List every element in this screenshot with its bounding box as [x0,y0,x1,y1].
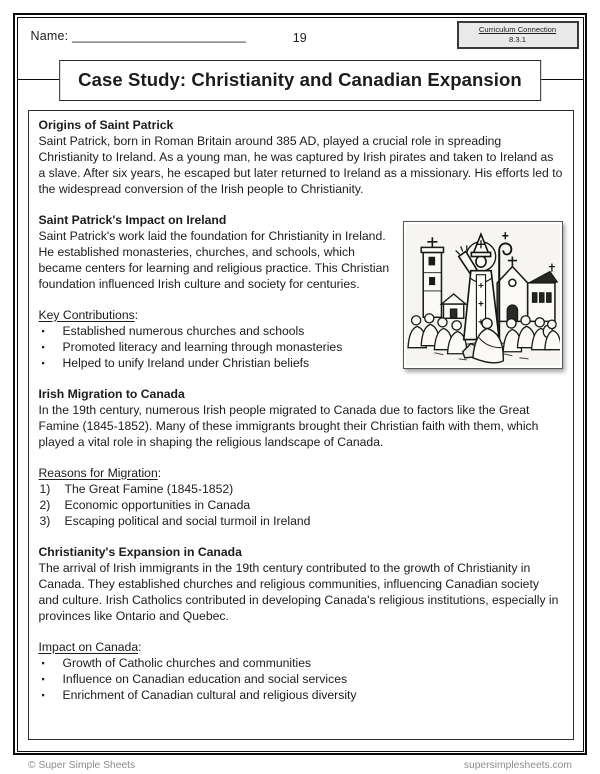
list-item: ▪ Enrichment of Canadian cultural and religious diversity [39,687,563,703]
section-heading: Christianity's Expansion in Canada [38,544,242,559]
number-marker: 1) [39,481,51,496]
section-reasons [39,465,563,529]
name-row [31,29,246,43]
section-impact-ireland [39,212,563,292]
list-item: ▪ Influence on Canadian education and social services [39,671,563,687]
curriculum-connection-code: 8.3.1 [509,34,526,44]
section-migration [39,386,563,450]
bullet-icon: ▪ [41,341,45,352]
website-text: supersimplesheets.com [463,760,572,771]
list-item: 3) Escaping political and social turmoil in Ireland [39,513,311,528]
bullet-icon: ▪ [41,689,45,700]
saint-patrick-illustration [403,221,563,369]
section-heading: Key Contributions: [38,307,139,322]
section-heading: Impact on Canada: [38,639,142,654]
curriculum-connection-badge [457,21,579,49]
list-item: 1) The Great Famine (1845-1852) [39,481,234,496]
number-marker: 3) [39,513,51,528]
number-marker: 2) [39,497,51,512]
list-item: ▪ Promoted literacy and learning through monasteries [39,339,393,355]
content-box [28,110,574,740]
name-label: Name: [30,28,69,43]
bullet-icon: ▪ [41,325,45,336]
section-origins [39,117,563,197]
bullet-icon: ▪ [41,357,45,368]
curriculum-connection-title: Curriculum Connection [478,24,557,34]
list-item: 2) Economic opportunities in Canada [39,497,251,512]
list-item: ▪ Helped to unify Ireland under Christian beliefs [39,355,393,371]
saint-patrick-woodcut-icon [406,224,560,366]
bullet-icon: ▪ [41,657,45,668]
page-border-inner [17,17,584,752]
section-body: In the 19th century, numerous Irish people migrated to Canada due to factors like the Great Famine (1845-1852). Many of these immigrants brought their Christian faith with them, which played a vital role in shaping the religious landscape of Canada. [38,402,539,449]
section-impact-canada [39,639,563,703]
section-body: Saint Patrick's work laid the foundation for Christianity in Ireland. He established monasteries, churches, and schools, which became centers for learning and religious practice. This Christian foundation influenced Irish culture and society for centuries. [38,228,390,291]
page-title: Case Study: Christianity and Canadian Expansion [59,60,541,101]
section-heading: Origins of Saint Patrick [38,117,174,132]
bullet-icon: ▪ [41,673,45,684]
section-body: The arrival of Irish immigrants in the 19th century contributed to the growth of Christianity in Canada. They established churches and religious communities, influencing Canadian society and culture. Irish Catholics contributed in developing Canada's religious institutions, especially in provinces like Ontario and Quebec. [38,560,559,623]
section-body: Saint Patrick, born in Roman Britain around 385 AD, played a crucial role in spreading Christianity to Ireland. As a young man, he was captured by Irish pirates and taken to Ireland as a slave. After six years, he escaped but later returned to Ireland as a missionary. His efforts led to the widespread conversion of the Irish people to Christianity. [38,133,563,196]
page-number: 19 [292,30,307,45]
tower [421,237,443,317]
list-item: ▪ Growth of Catholic churches and communities [39,655,563,671]
page-border [13,13,587,755]
section-heading: Saint Patrick's Impact on Ireland [38,212,227,227]
copyright-text: © Super Simple Sheets [28,760,136,771]
section-expansion [39,544,563,624]
section-heading: Reasons for Migration: [38,465,162,480]
list-item: ▪ Established numerous churches and schools [39,323,393,339]
reasons-list [39,481,563,529]
section-heading: Irish Migration to Canada [38,386,185,401]
impact-canada-list [39,655,563,703]
name-field[interactable]: _________________________ [72,28,246,43]
